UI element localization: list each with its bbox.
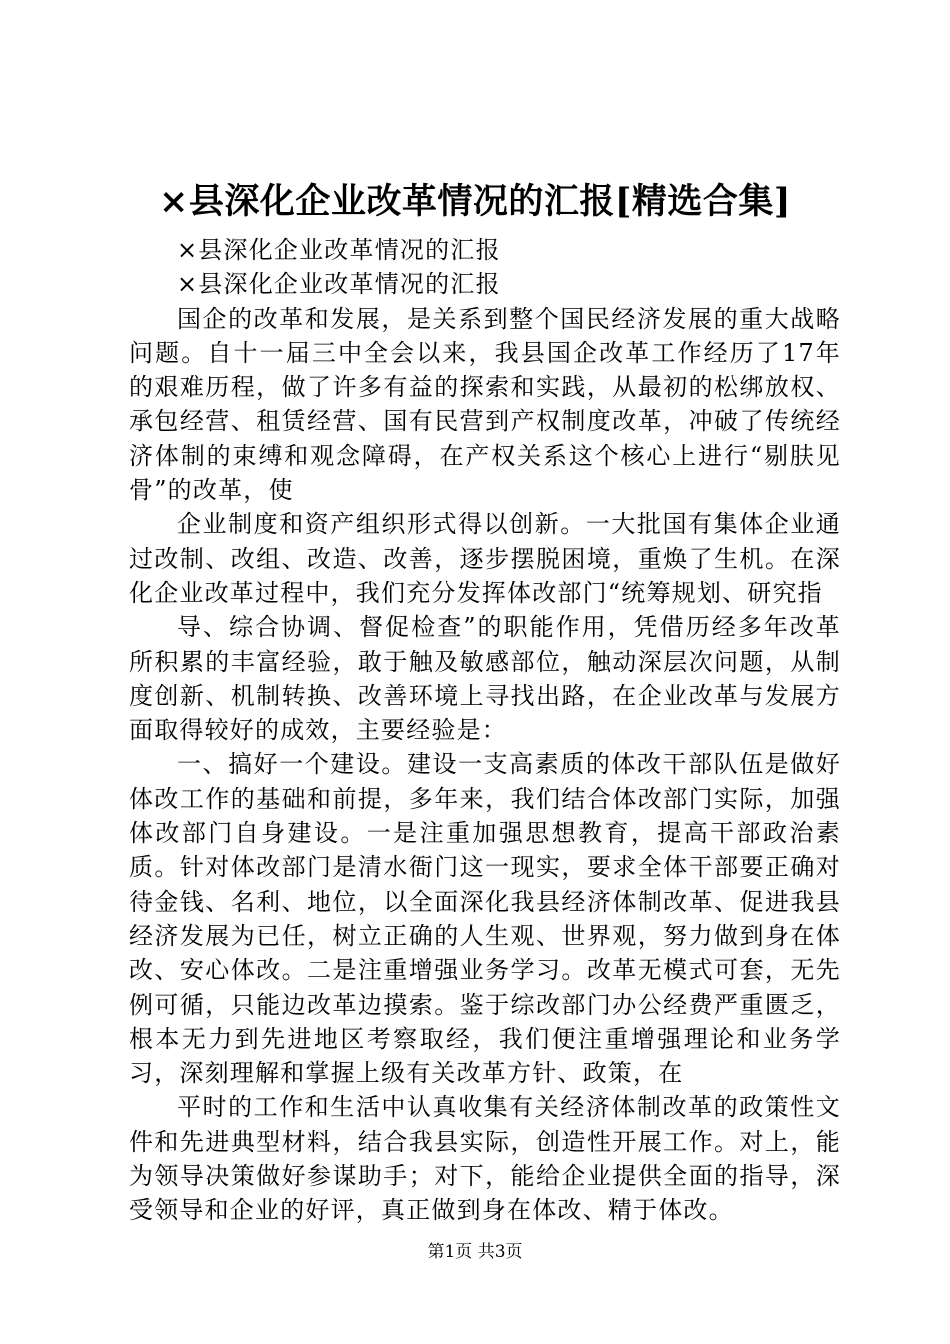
body-paragraph: 企业制度和资产组织形式得以创新。一大批国有集体企业通过改制、改组、改造、改善，逐步摆脱困境，重焕了生机。在深化企业改革过程中，我们充分发挥体改部门“统筹规划、研究指 [129, 510, 841, 607]
subtitle-line: ×县深化企业改革情况的汇报 [177, 236, 501, 264]
subtitle-line: ×县深化企业改革情况的汇报 [177, 270, 501, 299]
body-paragraph: 一、搞好一个建设。建设一支高素质的体改干部队伍是做好体改工作的基础和前提，多年来，我们结合体改部门实际，加强体改部门自身建设。一是注重加强思想教育，提高干部政治素质。针对体改部门是清水衙门这一现实，要求全体干部要正确对待金钱、名利、地位，以全面深化我县经济体制改革、促进我县经济发展为已任，树立正确的人生观、世界观，努力做到身在体改、安心体改。二是注重增强业务学习。改革无模式可套，无先例可循，只能边改革边摸索。鉴于综改部门办公经费严重匮乏，根本无力到先进地区考察取经，我们便注重增强理论和业务学习，深刻理解和掌握上级有关改革方针、政策，在 [129, 750, 841, 1088]
body-paragraph: 国企的改革和发展，是关系到整个国民经济发展的重大战略问题。自十一届三中全会以来，我县国企改革工作经历了17年的艰难历程，做了许多有益的探索和实践，从最初的松绑放权、承包经营、租赁经营、国有民营到产权制度改革，冲破了传统经济体制的束缚和观念障碍，在产权关系这个核心上进行“剔肤见骨”的改革，使 [129, 304, 841, 505]
document-body [129, 233, 841, 1228]
body-paragraph: 导、综合协调、督促检查”的职能作用，凭借历经多年改革所积累的丰富经验，敢于触及敏感部位，触动深层次问题，从制度创新、机制转换、改善环境上寻找出路，在企业改革与发展方面取得较好的成效，主要经验是： [129, 613, 841, 745]
body-paragraph: 平时的工作和生活中认真收集有关经济体制改革的政策性文件和先进典型材料，结合我县实际，创造性开展工作。对上，能为领导决策做好参谋助手；对下，能给企业提供全面的指导，深受领导和企业的好评，真正做到身在体改、精于体改。 [129, 1093, 841, 1225]
document-title: ×县深化企业改革情况的汇报[精选合集] [159, 181, 791, 222]
page-number-footer: 第1页 共3页 [427, 1242, 523, 1262]
